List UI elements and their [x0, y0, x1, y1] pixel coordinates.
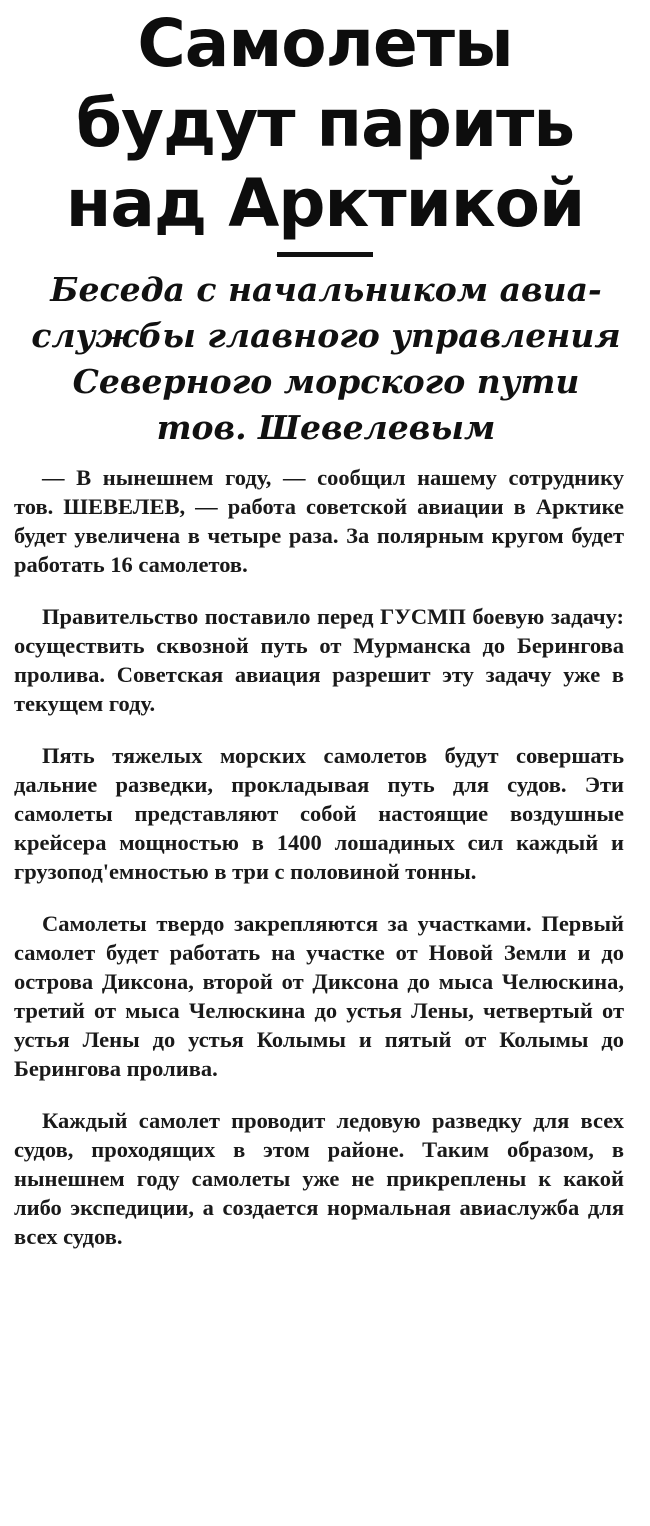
headline-line-2: будут парить — [75, 85, 575, 162]
headline-divider — [277, 252, 373, 257]
article-paragraph-2: Правительство поставило перед ГУСМП боевую задачу: осуществить сквозной путь от Мурманска до Берингова пролива. Советская авиация разрешит эту задачу уже в текущем году. — [14, 604, 624, 716]
article-paragraph-4: Самолеты твердо закрепляются за участками. Первый самолет будет работать на участке от Новой Земли и до острова Диксона, второй от Диксона до мыса Челюскина, третий от мыса Челюскина до устья Лены, четвертый от устья Лены до устья Колымы и пятый от Колымы до Берингова пролива. — [14, 911, 624, 1081]
article-paragraph-5: Каждый самолет проводит ледовую разведку для всех судов, проходящих в этом районе. Таким образом, в нынешнем году самолеты уже не прикреплены к какой либо экспедиции, а создается нормальная авиаслужба для всех судов. — [14, 1108, 624, 1249]
subhead-line-4: тов. Шевелевым — [156, 408, 496, 447]
subhead-line-1: Беседа с начальником авиа- — [50, 270, 602, 309]
article-paragraph-3: Пять тяжелых морских самолетов будут совершать дальние разведки, прокладывая путь для судов. Эти самолеты представляют собой настоящие воздушные крейсера мощностью в 1400 лошадиных сил каждый и грузопод'емностью в три с половиной тонны. — [14, 743, 624, 884]
subhead-line-3: Северного морского пути — [72, 362, 580, 401]
article-paragraph-1: — В нынешнем году, — сообщил нашему сотруднику тов. ШЕВЕЛЕВ, — работа советской авиации в Арктике будет увеличена в четыре раза. За полярным кругом будет работать 16 самолетов. — [14, 465, 624, 577]
subhead-line-2: службы главного управления — [31, 316, 621, 355]
article-headline — [0, 0, 650, 244]
article-body — [14, 463, 624, 1251]
headline-line-1: Самолеты — [137, 5, 513, 82]
article-subheadline — [20, 267, 632, 451]
headline-line-3: над Арктикой — [65, 165, 585, 242]
